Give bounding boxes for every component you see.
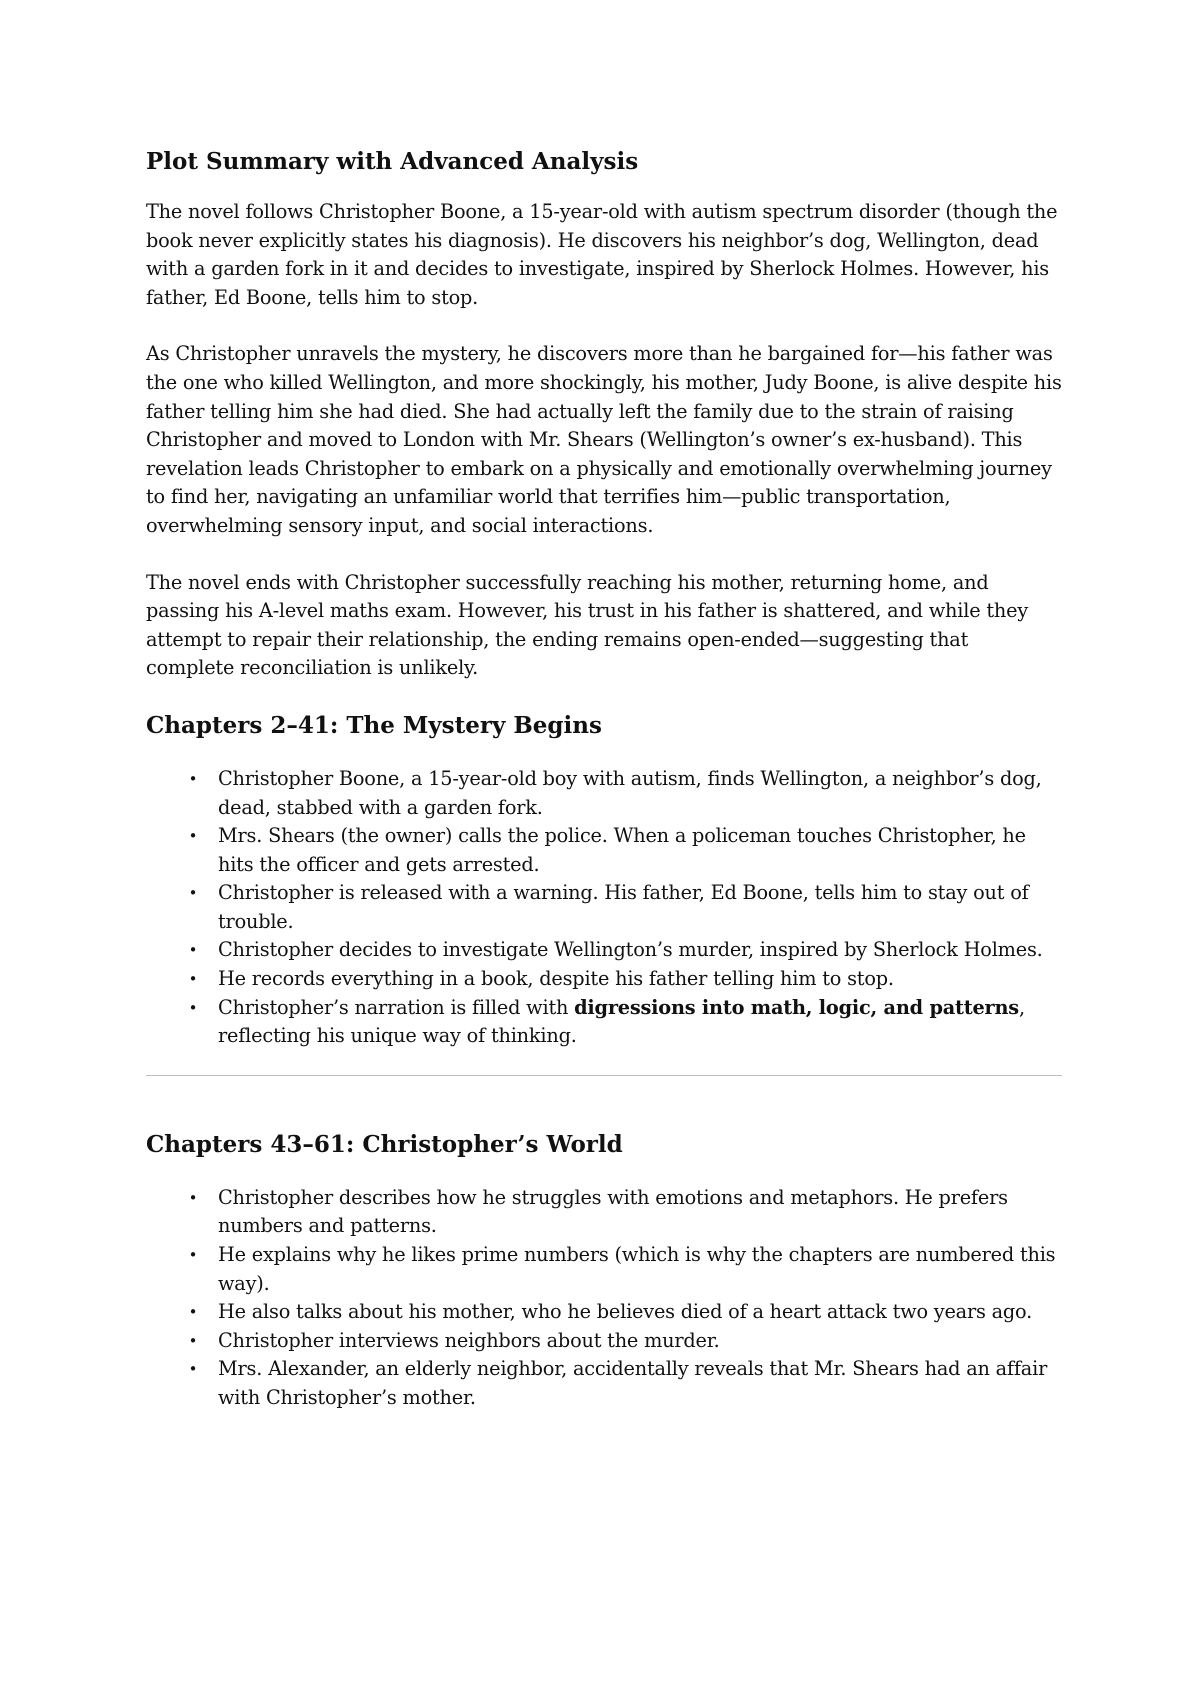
summary-paragraph-3: The novel ends with Christopher successfully reaching his mother, returning home, and passing his A-level maths exam. However, his trust in his father is shattered, and while they attempt to repair their relationship, the ending remains open-ended—suggesting that complete reconciliation is unlikely.: [146, 570, 1029, 680]
list-item-text: He records everything in a book, despite his father telling him to stop.: [218, 967, 894, 991]
bullet-icon: •: [188, 1246, 198, 1265]
list-item-text: Christopher interviews neighbors about the murder.: [218, 1328, 720, 1352]
document-title: Plot Summary with Advanced Analysis: [146, 148, 639, 175]
bullet-icon: •: [188, 998, 198, 1017]
list-item: [146, 879, 1062, 936]
bullet-icon: •: [188, 1360, 198, 1379]
list-item: [146, 1241, 1062, 1298]
summary-paragraph-1: The novel follows Christopher Boone, a 15-year-old with autism spectrum disorder (though the book never explicitly states his diagnosis). He discovers his neighbor’s dog, Wellington, dead with a garden fork in it and decides to investigate, inspired by Sherlock Holmes. However, his father, Ed Boone, tells him to stop.: [146, 200, 1058, 309]
list-item: [146, 1298, 1062, 1327]
section-heading-chapters-2-41: Chapters 2–41: The Mystery Begins: [146, 711, 602, 739]
list-item-text-after-bold: , reflecting his unique way of thinking.: [218, 995, 1025, 1048]
list-item-text: Mrs. Shears (the owner) calls the police. When a policeman touches Christopher, he hits the officer and gets arrested.: [218, 824, 1026, 876]
list-item-text: Christopher is released with a warning. His father, Ed Boone, tells him to stay out of trouble.: [218, 881, 1029, 933]
list-item-text: Christopher describes how he struggles with emotions and metaphors. He prefers numbers and patterns.: [218, 1185, 1008, 1238]
list-item: [146, 1355, 1062, 1412]
list-item-text: He explains why he likes prime numbers (which is why the chapters are numbered this way).: [218, 1243, 1056, 1295]
list-item-text: He also talks about his mother, who he believes died of a heart attack two years ago.: [218, 1300, 1033, 1324]
bullet-icon: •: [188, 970, 198, 989]
section-heading-chapters-43-61: Chapters 43–61: Christopher’s World: [146, 1130, 623, 1158]
list-item-text: Christopher Boone, a 15-year-old boy with autism, finds Wellington, a neighbor’s dog, dead, stabbed with a garden fork.: [218, 766, 1042, 819]
bullet-icon: •: [188, 827, 198, 846]
bullet-icon: •: [188, 1331, 198, 1350]
bullet-icon: •: [188, 1303, 198, 1322]
list-item: [146, 936, 1062, 965]
list-item: [146, 994, 1062, 1051]
summary-paragraph-2: As Christopher unravels the mystery, he discovers more than he bargained for—his father was the one who killed Wellington, and more shockingly, his mother, Judy Boone, is alive despite his father telling him she had died. She had actually left the family due to the strain of raising Christopher and moved to London with Mr. Shears (Wellington’s owner’s ex-husband). This revelation leads Christopher to embark on a physically and emotionally overwhelming journey to find her, navigating an unfamiliar world that terrifies him—public transportation, overwhelming sensory input, and social interactions.: [146, 342, 1062, 537]
horizontal-divider: [146, 1075, 1062, 1076]
bullet-icon: •: [188, 1188, 198, 1207]
section2-bullet-list: [146, 1184, 1062, 1413]
list-item-text-before-bold: Christopher’s narration is filled with: [218, 995, 575, 1019]
document-page: [146, 143, 1062, 1413]
bullet-icon: •: [188, 941, 198, 960]
list-item-bold-text: digressions into math, logic, and patterns: [574, 995, 1019, 1019]
list-item-text: Christopher decides to investigate Wellington’s murder, inspired by Sherlock Holmes.: [218, 938, 1043, 962]
list-item-text: Mrs. Alexander, an elderly neighbor, accidentally reveals that Mr. Shears had an affair with Christopher’s mother.: [218, 1357, 1048, 1409]
list-item: [146, 822, 1062, 879]
section1-bullet-list: [146, 765, 1062, 1051]
list-item: [146, 965, 1062, 994]
bullet-icon: •: [188, 769, 198, 788]
list-item: [146, 765, 1062, 822]
bullet-icon: •: [188, 884, 198, 903]
list-item: [146, 1327, 1062, 1356]
list-item: [146, 1184, 1062, 1241]
